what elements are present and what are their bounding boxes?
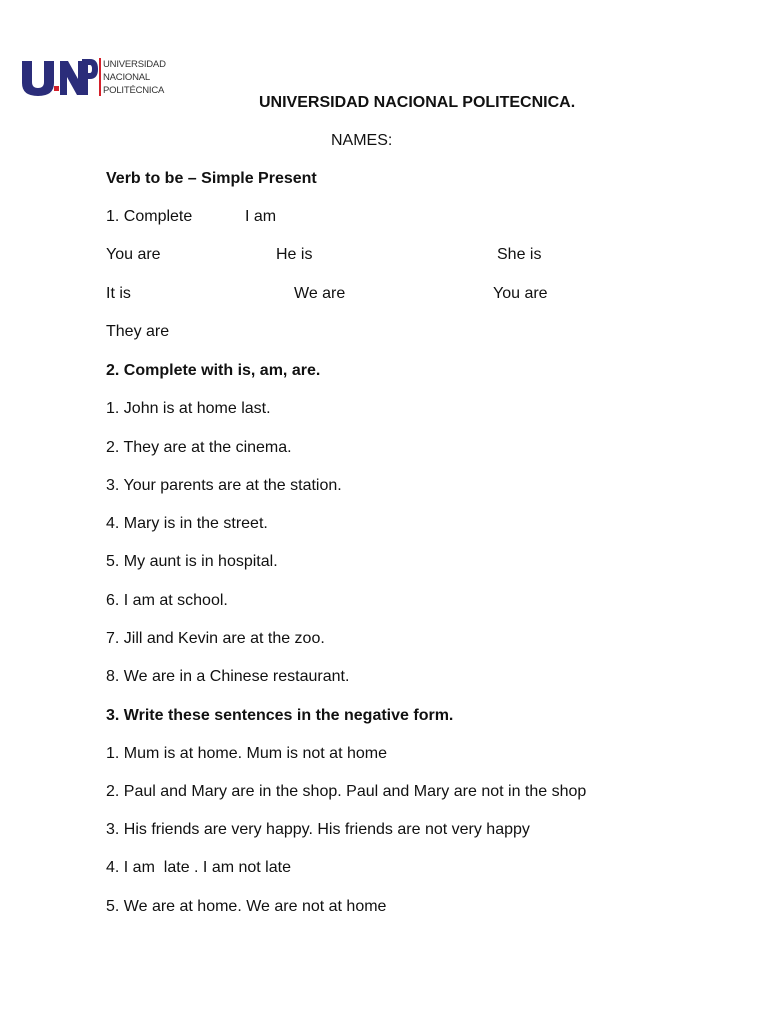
logo-divider bbox=[99, 58, 101, 96]
section3-item: 4. I am late . I am not late bbox=[106, 859, 291, 876]
section1-item: You are bbox=[493, 285, 548, 302]
logo-wordmark bbox=[103, 58, 166, 97]
section2-item: 8. We are in a Chinese restaurant. bbox=[106, 668, 350, 685]
section1-heading: 1. Complete bbox=[106, 208, 193, 225]
section1-item: He is bbox=[276, 246, 313, 263]
logo-line-1: UNIVERSIDAD bbox=[103, 59, 166, 70]
section1-item: They are bbox=[106, 323, 170, 340]
unp-logo-mark-icon bbox=[20, 55, 98, 99]
section1-item: She is bbox=[497, 246, 542, 263]
section1-item: It is bbox=[106, 285, 131, 302]
section1-item: You are bbox=[106, 246, 161, 263]
section2-item: 1. John is at home last. bbox=[106, 400, 271, 417]
names-label: NAMES: bbox=[331, 132, 393, 149]
document-title: Verb to be – Simple Present bbox=[106, 170, 317, 187]
section2-item: 3. Your parents are at the station. bbox=[106, 477, 342, 494]
section2-item: 5. My aunt is in hospital. bbox=[106, 553, 278, 570]
section2-heading: 2. Complete with is, am, are. bbox=[106, 362, 321, 379]
section2-item: 4. Mary is in the street. bbox=[106, 515, 268, 532]
section3-item: 1. Mum is at home. Mum is not at home bbox=[106, 745, 387, 762]
section3-heading: 3. Write these sentences in the negative form. bbox=[106, 707, 454, 724]
section3-item: 2. Paul and Mary are in the shop. Paul and Mary are not in the shop bbox=[106, 783, 587, 800]
section2-item: 2. They are at the cinema. bbox=[106, 439, 292, 456]
section2-item: 7. Jill and Kevin are at the zoo. bbox=[106, 630, 325, 647]
section1-item: We are bbox=[294, 285, 346, 302]
logo-line-2: NACIONAL bbox=[103, 72, 150, 83]
section1-item: I am bbox=[245, 208, 277, 225]
section3-item: 3. His friends are very happy. His friends are not very happy bbox=[106, 821, 530, 838]
logo-line-3: POLITÉCNICA bbox=[103, 85, 165, 96]
university-heading: UNIVERSIDAD NACIONAL POLITECNICA. bbox=[259, 94, 576, 111]
section2-item: 6. I am at school. bbox=[106, 592, 228, 609]
section3-item: 5. We are at home. We are not at home bbox=[106, 898, 387, 915]
university-logo bbox=[20, 55, 165, 99]
